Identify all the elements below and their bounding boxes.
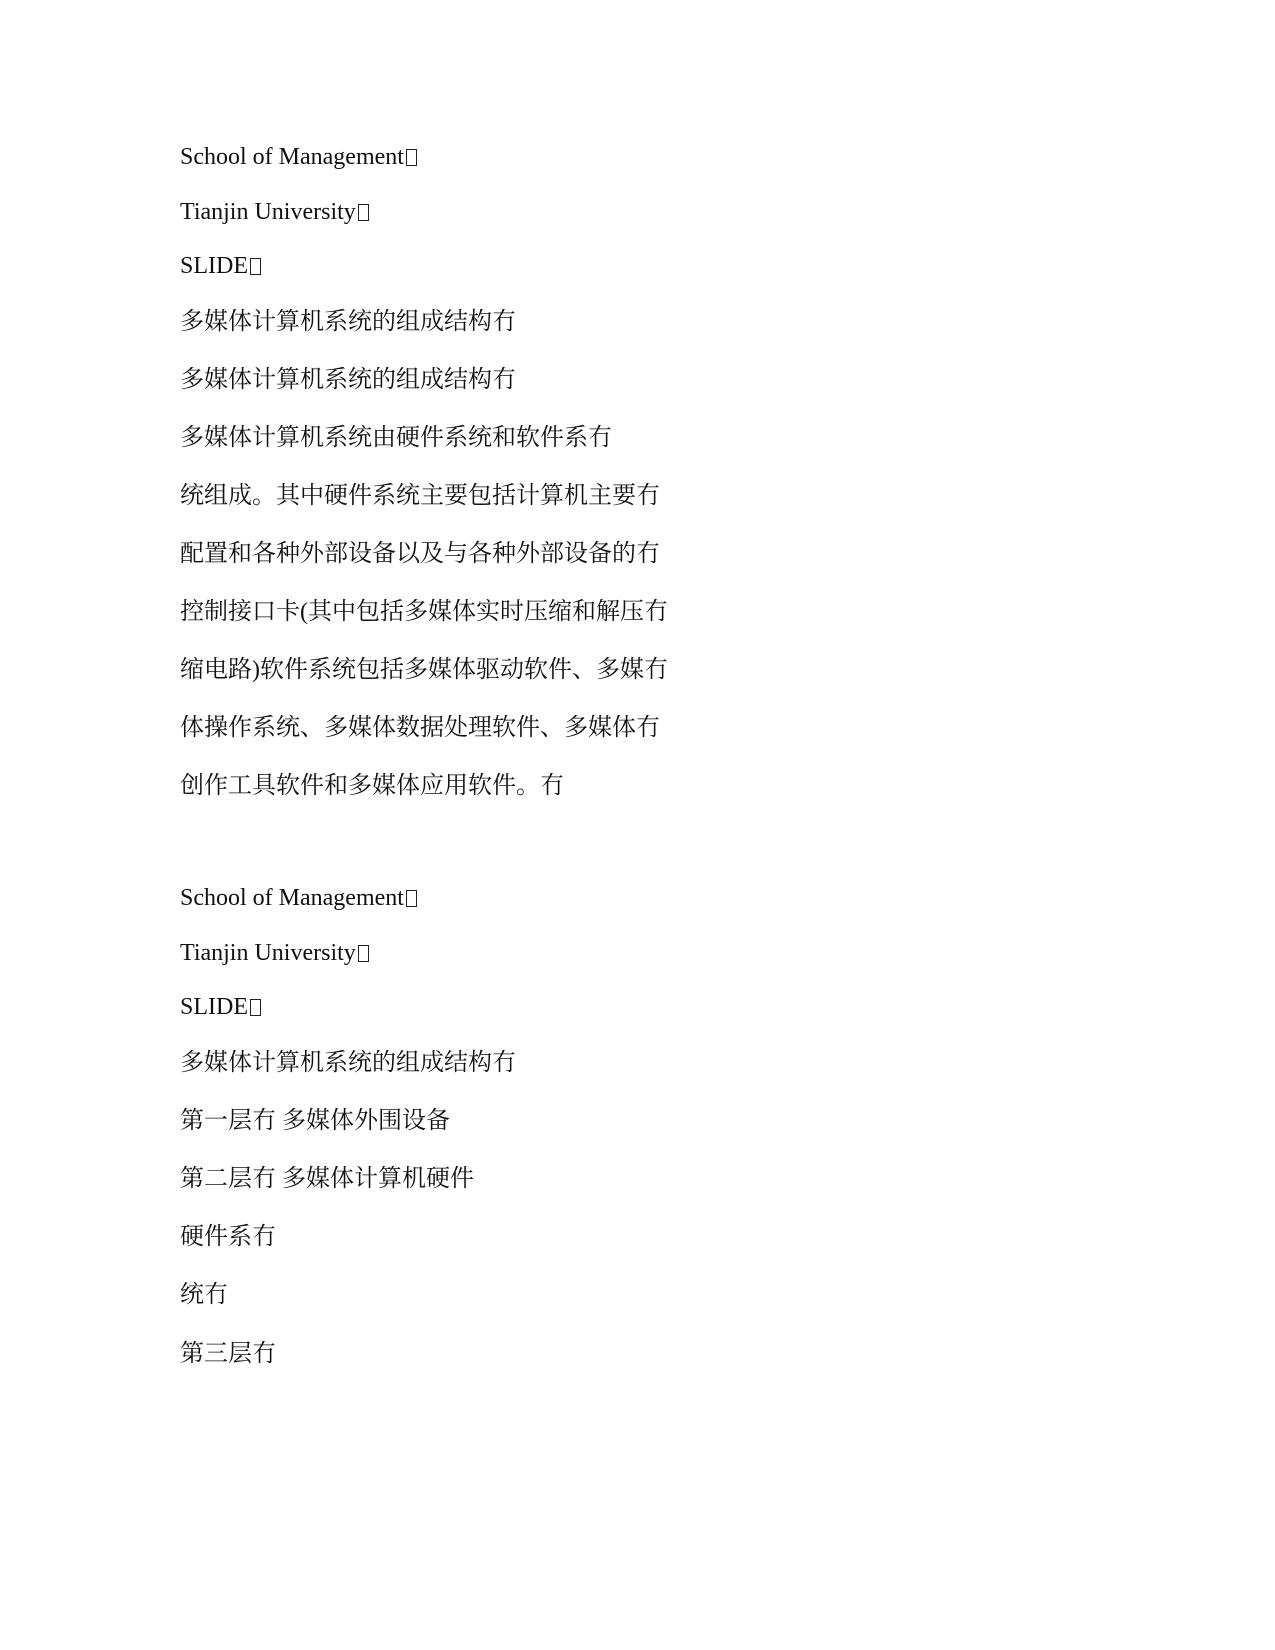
school-name <box>180 883 417 913</box>
university-name <box>180 938 369 968</box>
body-line: 体操作系统、多媒体数据处理软件、多媒体冇 <box>180 715 660 741</box>
slide-label <box>180 251 261 281</box>
layer-line: 第一层冇 多媒体外围设备 <box>180 1108 450 1134</box>
slide-text: SLIDE <box>180 253 248 279</box>
hardware-line: 统冇 <box>180 1282 228 1308</box>
university-name <box>180 197 369 227</box>
university-text: Tianjin University <box>180 199 356 225</box>
missing-glyph-box <box>358 204 369 221</box>
missing-glyph-box <box>250 999 261 1016</box>
hardware-line: 硬件系冇 <box>180 1224 276 1250</box>
slide-label <box>180 992 261 1022</box>
missing-glyph-box <box>358 945 369 962</box>
layer-line: 第二层冇 多媒体计算机硬件 <box>180 1166 474 1192</box>
body-line: 创作工具软件和多媒体应用软件。冇 <box>180 773 564 799</box>
school-text: School of Management <box>180 144 404 170</box>
body-line: 缩电路)软件系统包括多媒体驱动软件、多媒冇 <box>180 657 668 683</box>
body-line: 控制接口卡(其中包括多媒体实时压缩和解压冇 <box>180 599 668 625</box>
school-name <box>180 142 417 172</box>
section-heading: 多媒体计算机系统的组成结构冇 <box>180 309 516 335</box>
missing-glyph-box <box>250 258 261 275</box>
body-line: 多媒体计算机系统由硬件系统和软件系冇 <box>180 425 612 451</box>
missing-glyph-box <box>406 890 417 907</box>
body-line: 配置和各种外部设备以及与各种外部设备的冇 <box>180 541 660 567</box>
university-text: Tianjin University <box>180 940 356 966</box>
missing-glyph-box <box>406 149 417 166</box>
school-text: School of Management <box>180 885 404 911</box>
layer-line: 第三层冇 <box>180 1341 276 1367</box>
slide-text: SLIDE <box>180 994 248 1020</box>
section-heading: 多媒体计算机系统的组成结构冇 <box>180 367 516 393</box>
section-heading: 多媒体计算机系统的组成结构冇 <box>180 1050 516 1076</box>
body-line: 统组成。其中硬件系统主要包括计算机主要冇 <box>180 483 660 509</box>
